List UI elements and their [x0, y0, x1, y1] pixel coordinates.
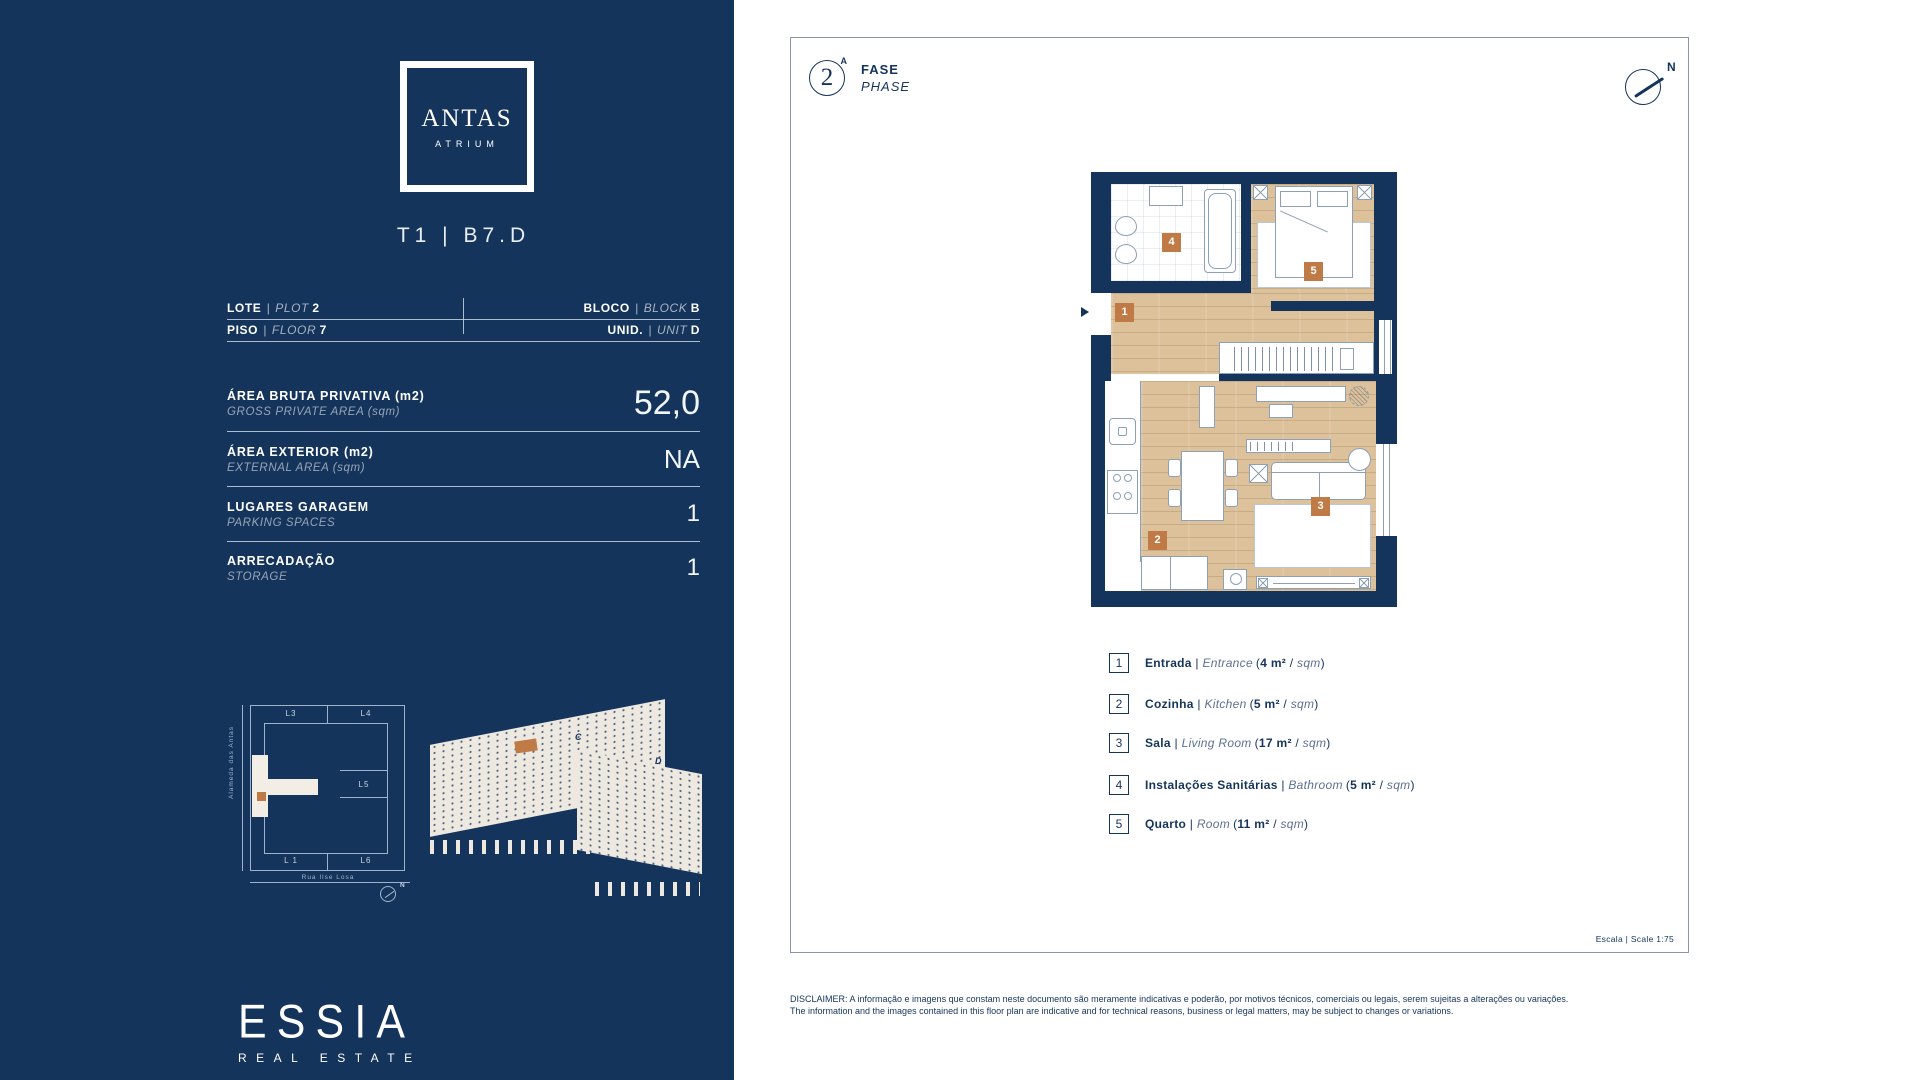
legend-item: 1 Entrada | Entrance (4 m² / sqm): [1109, 653, 1325, 673]
nightstand: [1253, 185, 1268, 200]
metric-storage: ARRECADAÇÃO STORAGE 1: [227, 553, 700, 583]
wall: [1271, 301, 1374, 311]
legend-number-box: 2: [1109, 694, 1129, 714]
sink-basin: [1118, 427, 1127, 436]
utility-column: [1199, 386, 1215, 428]
scale-note: Escala | Scale 1:75: [1595, 934, 1674, 944]
wall: [1376, 381, 1397, 444]
room-marker-bathroom: 4: [1162, 233, 1181, 252]
metric-value: 1: [686, 500, 700, 527]
room-marker-kitchen: 2: [1148, 531, 1167, 550]
street-line: [250, 882, 410, 883]
wall: [1241, 184, 1251, 281]
phase-badge: [809, 56, 911, 96]
lot-divider: [327, 854, 328, 871]
building-footprint: [252, 755, 268, 817]
building-footprint: [268, 779, 318, 795]
stove: [1107, 470, 1138, 514]
phase-label-en: PHASE: [861, 79, 911, 94]
appliance: [1223, 569, 1247, 590]
dining-chair: [1225, 489, 1238, 507]
nightstand: [1357, 185, 1372, 200]
legend-number-box: 4: [1109, 775, 1129, 795]
disclaimer-en: The information and the images contained in this floor plan are indicative and for technical reasons, business or legal matters, may be subject to changes or variations.: [790, 1006, 1454, 1016]
street-label-left: Alameda das Antas: [228, 726, 235, 800]
metric-value: 1: [686, 554, 700, 581]
sidebar: [0, 0, 734, 1080]
essia-logo: [238, 995, 422, 1065]
logo-wordmark: ANTAS: [421, 104, 513, 132]
unit-info-table: [227, 298, 700, 342]
cabinet-divider: [1170, 557, 1171, 589]
shelf: [1246, 439, 1331, 453]
wall: [1091, 381, 1105, 607]
dining-chair: [1168, 489, 1181, 507]
wall: [1091, 172, 1397, 184]
metric-value: 52,0: [633, 384, 700, 422]
lot-divider: [327, 705, 328, 723]
blanket-fold: [1280, 210, 1328, 232]
room-marker-bedroom: 5: [1304, 262, 1323, 281]
dining-chair: [1225, 459, 1238, 477]
north-label: N: [1667, 60, 1676, 74]
desk-chair: [1269, 404, 1293, 418]
plant: [1349, 386, 1369, 406]
closet: [1219, 342, 1374, 374]
block-label-a: A: [607, 694, 614, 704]
pillow: [1317, 191, 1348, 207]
legend-number-box: 1: [1109, 653, 1129, 673]
phase-label-pt: FASE: [861, 62, 899, 77]
metric-parking: LUGARES GARAGEM PARKING SPACES 1: [227, 487, 700, 542]
wall: [1376, 536, 1397, 591]
table-divider: [463, 298, 464, 334]
floor-plan-panel: [790, 37, 1689, 953]
logo-subtitle: ATRIUM: [435, 138, 499, 149]
site-plan-map: [228, 696, 418, 911]
map-north-label: N: [400, 882, 405, 889]
speaker: [1359, 578, 1369, 588]
speaker: [1258, 578, 1268, 588]
disclaimer: [790, 993, 1580, 1017]
metric-external-area: ÁREA EXTERIOR (m2) EXTERNAL AREA (sqm) NA: [227, 432, 700, 487]
closet-shelf: [1340, 348, 1354, 370]
floor-plan: [1091, 172, 1401, 607]
legend-item: 4 Instalações Sanitárias | Bathroom (5 m² / sqm): [1109, 775, 1415, 795]
metric-value: NA: [663, 443, 700, 474]
essia-wordmark: ESSIA: [238, 995, 416, 1048]
wall: [1111, 281, 1251, 293]
legend-number-box: 3: [1109, 733, 1129, 753]
street-line: [242, 705, 243, 871]
console-desk: [1256, 386, 1346, 402]
legend-item: 5 Quarto | Room (11 m² / sqm): [1109, 814, 1308, 834]
metrics-list: [227, 376, 700, 594]
side-table: [1249, 464, 1268, 483]
legend-number-box: 5: [1109, 814, 1129, 834]
appliance-dial: [1230, 573, 1242, 585]
wall: [1219, 374, 1397, 381]
entrance-door-arrow: [1081, 307, 1089, 317]
building-axonometric: [425, 690, 710, 895]
metric-gross-area: ÁREA BRUTA PRIVATIVA (m2) GROSS PRIVATE AREA (sqm) 52,0: [227, 376, 700, 432]
round-side-table: [1348, 448, 1371, 471]
kitchen-cabinet: [1141, 556, 1208, 590]
building-pilotis: [595, 882, 700, 896]
cell-piso: PISO | FLOOR 7: [227, 323, 327, 337]
antas-atrium-logo: [400, 61, 534, 192]
legend-item: 3 Sala | Living Room (17 m² / sqm): [1109, 733, 1331, 753]
building-pilotis: [430, 840, 590, 854]
disclaimer-pt: DISCLAIMER: A informação e imagens que constam neste documento são meramente indicativas e poderão, por motivos técnicos, comerciais ou legais, serem sujeitas a alterações ou variações.: [790, 994, 1569, 1004]
toilet: [1115, 216, 1137, 236]
bathtub-inner: [1208, 193, 1232, 269]
window: [1379, 320, 1392, 374]
tv-bench: [1256, 576, 1371, 589]
washbasin: [1149, 186, 1183, 206]
block-label-c: C: [575, 732, 582, 742]
bathtub: [1204, 189, 1236, 273]
phase-circle-icon: 2 A: [809, 60, 845, 96]
map-compass-icon: [380, 886, 396, 902]
dining-table: [1181, 451, 1224, 521]
lot-label: L4: [360, 709, 372, 718]
lot-label: L 1: [284, 856, 298, 865]
lot-label: L3: [285, 709, 297, 718]
block-label-b: B: [467, 708, 474, 718]
closet-hangers: [1234, 347, 1334, 371]
north-compass-icon: [1625, 69, 1661, 105]
balcony-window: [1378, 444, 1395, 536]
legend-item: 2 Cozinha | Kitchen (5 m² / sqm): [1109, 694, 1319, 714]
bidet: [1115, 244, 1137, 264]
kitchen-sink: [1109, 418, 1136, 445]
shelf-books: [1250, 442, 1298, 451]
wall: [1091, 335, 1111, 381]
lot-label: L6: [360, 856, 372, 865]
unit-title: T1 | B7.D: [396, 224, 531, 247]
dining-chair: [1168, 459, 1181, 477]
room-marker-entrance: 1: [1115, 303, 1134, 322]
unit-location-marker: [257, 792, 266, 801]
block-label-d: D: [655, 756, 662, 766]
building-wing-right: [577, 750, 702, 874]
street-label-bottom: Rua Ilse Losa: [301, 874, 355, 881]
pillow: [1280, 191, 1311, 207]
cell-lote: LOTE | PLOT 2: [227, 301, 320, 315]
room-marker-living: 3: [1311, 497, 1330, 516]
cell-unid: UNID. | UNIT D: [607, 323, 700, 337]
wall: [1091, 591, 1397, 607]
cell-bloco: BLOCO | BLOCK B: [583, 301, 700, 315]
essia-tagline: REAL ESTATE: [238, 1051, 422, 1065]
tv-line: [1273, 583, 1355, 584]
wall: [1091, 172, 1111, 293]
lot-label: L5: [358, 780, 370, 789]
